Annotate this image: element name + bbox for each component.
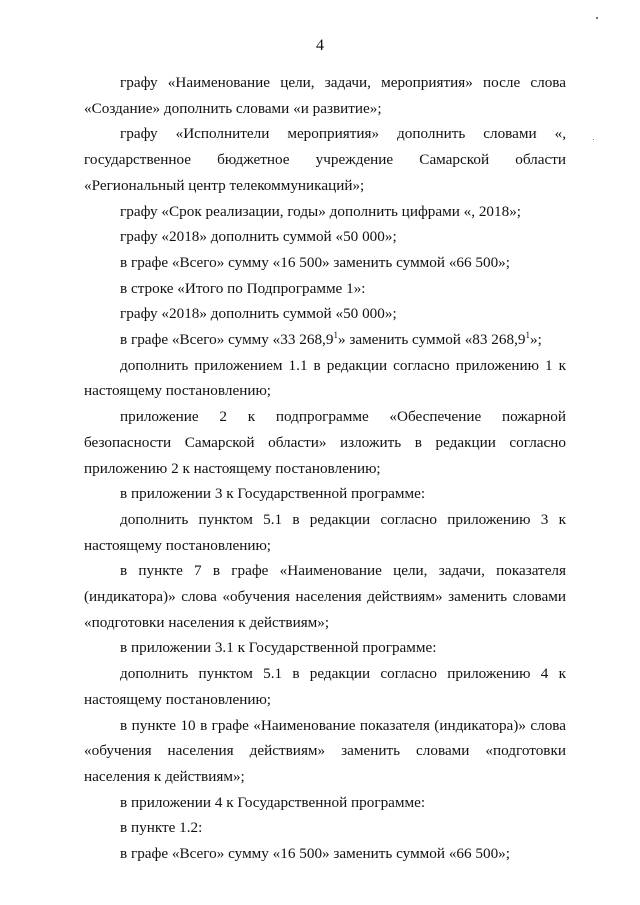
- document-body: [84, 70, 566, 867]
- scan-speck: [593, 139, 594, 140]
- scan-speck: [596, 17, 598, 19]
- paragraph: в пункте 7 в графе «Наименование цели, задачи, показателя (индикатора)» слова «обучения населения действиям» заменить словами «подготовки населения к действиям»;: [84, 562, 566, 631]
- paragraph: в пункте 10 в графе «Наименование показателя (индикатора)» слова «обучения населения действиям» заменить словами «подготовки населения к действиям»;: [84, 716, 566, 785]
- text-run: в графе «Всего» сумму «33 268,9: [120, 331, 334, 349]
- paragraph: дополнить пунктом 5.1 в редакции согласно приложению 3 к настоящему постановлению;: [84, 510, 566, 554]
- paragraph: в приложении 3 к Государственной программе:: [120, 485, 426, 503]
- paragraph: графу «Срок реализации, годы» дополнить цифрами «, 2018»;: [120, 202, 522, 220]
- paragraph: в пункте 1.2:: [120, 819, 203, 837]
- paragraph: в графе «Всего» сумму «16 500» заменить суммой «66 500»;: [120, 253, 510, 271]
- paragraph: графу «Исполнители мероприятия» дополнить словами «, государственное бюджетное учреждение Самарской области «Региональный центр телекоммуникаций»;: [84, 125, 566, 194]
- paragraph: в приложении 4 к Государственной программе:: [120, 793, 426, 811]
- paragraph: дополнить приложением 1.1 в редакции согласно приложению 1 к настоящему постановлению;: [84, 356, 566, 400]
- paragraph: в приложении 3.1 к Государственной программе:: [120, 639, 437, 657]
- footnote-mark: 1: [333, 329, 338, 340]
- paragraph-with-footnotes: [84, 327, 566, 353]
- paragraph: графу «2018» дополнить суммой «50 000»;: [120, 305, 397, 323]
- text-run: » заменить суммой «83 268,9: [337, 331, 526, 349]
- paragraph: в строке «Итого по Подпрограмме 1»:: [120, 279, 366, 297]
- footnote-mark: 1: [525, 329, 530, 340]
- paragraph: в графе «Всего» сумму «16 500» заменить суммой «66 500»;: [120, 845, 510, 863]
- paragraph: графу «Наименование цели, задачи, мероприятия» после слова «Создание» дополнить словами «и развитие»;: [84, 74, 566, 117]
- paragraph: приложение 2 к подпрограмме «Обеспечение пожарной безопасности Самарской области» изложить в редакции согласно приложению 2 к настоящему постановлению;: [84, 408, 566, 477]
- paragraph: дополнить пунктом 5.1 в редакции согласно приложению 4 к настоящему постановлению;: [84, 665, 566, 708]
- page-number: 4: [316, 37, 324, 54]
- text-run: »;: [529, 331, 542, 349]
- paragraph: графу «2018» дополнить суммой «50 000»;: [120, 228, 397, 246]
